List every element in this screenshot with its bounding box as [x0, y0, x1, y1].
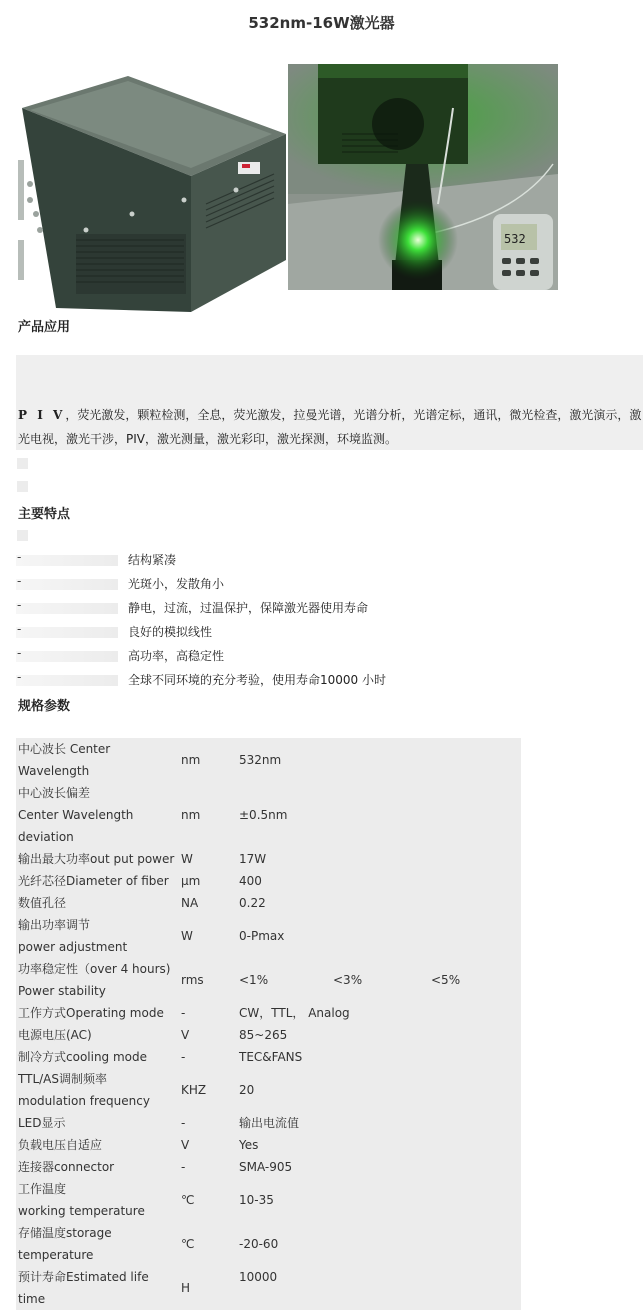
- table-row: [16, 1112, 521, 1134]
- spec-unit: nm: [181, 753, 201, 767]
- spec-name: 电源电压(AC): [18, 1028, 92, 1042]
- spec-unit: μm: [181, 874, 201, 888]
- section-title-specs: 规格参数: [18, 699, 71, 714]
- laser-box-photo: [16, 64, 286, 314]
- spec-unit: W: [181, 929, 193, 943]
- table-row: [16, 892, 521, 914]
- table-row: [16, 1134, 521, 1156]
- spec-value: SMA-905: [239, 1160, 293, 1174]
- spec-name: 光纤芯径Diameter of fiber: [18, 874, 169, 888]
- list-item: - 结构紧凑: [17, 550, 177, 567]
- list-item: - 高功率，高稳定性: [17, 646, 225, 663]
- page-title: 532nm-16W激光器: [248, 14, 395, 32]
- spec-unit: -: [181, 1006, 186, 1020]
- spacer-square: [17, 458, 28, 469]
- spec-name: 功率稳定性（over 4 hours) Power stability: [18, 962, 171, 998]
- spec-name: 预计寿命Estimated life time: [18, 1270, 149, 1306]
- spec-unit: -: [181, 1050, 186, 1064]
- table-row: [16, 782, 521, 848]
- spacer-square: [17, 530, 28, 541]
- list-item: - 良好的模拟线性: [17, 622, 213, 639]
- spec-value: Yes: [239, 1138, 259, 1152]
- spec-unit: W: [181, 852, 193, 866]
- spec-name: 输出功率调节 power adjustment: [18, 918, 128, 954]
- spec-name: 存储温度storage temperature: [18, 1226, 112, 1262]
- spec-unit: NA: [181, 896, 199, 910]
- table-row: [16, 1156, 521, 1178]
- spec-value: 0.22: [239, 896, 266, 910]
- spec-name: 制冷方式cooling mode: [18, 1050, 148, 1064]
- spec-value: 400: [239, 874, 262, 888]
- spec-value: 10-35: [239, 1193, 274, 1207]
- table-row: [16, 1266, 521, 1310]
- spec-name: 工作温度 working temperature: [18, 1182, 145, 1218]
- spec-name: 输出最大功率out put power: [18, 852, 175, 866]
- spec-value-2: <3%: [333, 973, 363, 987]
- spec-name: 中心波长偏差 Center Wavelength deviation: [18, 786, 134, 844]
- spec-unit: rms: [181, 973, 204, 987]
- table-row: [16, 1068, 521, 1112]
- spec-value: 10000: [239, 1270, 278, 1284]
- spec-name: LED显示: [18, 1116, 66, 1130]
- spec-unit: -: [181, 1116, 186, 1130]
- spec-value-3: <5%: [431, 973, 461, 987]
- spec-table: [16, 738, 521, 1310]
- spec-name: 连接器connector: [18, 1160, 115, 1174]
- list-item: - 静电，过流，过温保护，保障激光器使用寿命: [17, 598, 369, 615]
- section-title-application: 产品应用: [18, 320, 71, 335]
- spec-unit: -: [181, 1160, 186, 1174]
- section-title-features: 主要特点: [18, 507, 71, 522]
- table-row: [16, 1024, 521, 1046]
- feature-text: 全球不同环境的充分考验，使用寿命10000 小时: [128, 673, 386, 687]
- laser-demo-photo: [288, 64, 558, 290]
- feature-text: 光斑小，发散角小: [128, 577, 225, 591]
- feature-text: 静电，过流，过温保护，保障激光器使用寿命: [128, 601, 369, 615]
- spec-name: 工作方式Operating mode: [18, 1006, 164, 1020]
- table-row: [16, 1046, 521, 1068]
- spec-unit: ℃: [181, 1237, 195, 1251]
- table-row: [16, 1178, 521, 1222]
- spec-name: 中心波长 Center Wavelength: [18, 742, 111, 778]
- spec-name: 负载电压自适应: [18, 1138, 103, 1152]
- spec-unit: KHZ: [181, 1083, 207, 1097]
- table-row: [16, 738, 521, 782]
- application-lead: P I V: [18, 408, 66, 422]
- table-row: [16, 848, 521, 870]
- table-row: [16, 1222, 521, 1266]
- application-body: ，荧光激发，颗粒检测，全息，荧光激发，拉曼光谱，光谱分析，光谱定标，通讯，微光检查，激光演示，激光电视，激光干涉，PIV，激光测量，激光彩印，激光探测，环境监测。: [18, 408, 642, 446]
- table-row: [16, 914, 521, 958]
- feature-text: 良好的模拟线性: [128, 625, 213, 639]
- list-item: - 全球不同环境的充分考验，使用寿命10000 小时: [17, 670, 386, 687]
- spec-value: 85~265: [239, 1028, 288, 1042]
- spacer-square: [17, 481, 28, 492]
- meter-reading: 532: [504, 232, 526, 246]
- spec-name: TTL/AS调制频率 modulation frequency: [18, 1072, 150, 1108]
- spec-value: -20-60: [239, 1237, 279, 1251]
- list-item: - 光斑小，发散角小: [17, 574, 225, 591]
- spec-value: 17W: [239, 852, 267, 866]
- spec-unit: V: [181, 1028, 190, 1042]
- spec-value: TEC&FANS: [239, 1050, 303, 1064]
- spec-value: CW，TTL， Analog: [239, 1006, 350, 1020]
- application-text: [18, 403, 643, 451]
- table-row: [16, 1002, 521, 1024]
- spec-value: 20: [239, 1083, 255, 1097]
- feature-text: 高功率，高稳定性: [128, 649, 225, 663]
- table-row: [16, 870, 521, 892]
- spec-unit: ℃: [181, 1193, 195, 1207]
- spec-unit: V: [181, 1138, 190, 1152]
- feature-text: 结构紧凑: [128, 553, 177, 567]
- table-row: [16, 958, 521, 1002]
- spec-value: 532nm: [239, 753, 282, 767]
- spec-unit: nm: [181, 808, 201, 822]
- spec-value: <1%: [239, 973, 269, 987]
- spec-value: ±0.5nm: [239, 808, 288, 822]
- spec-value: 0-Pmax: [239, 929, 285, 943]
- spec-unit: H: [181, 1281, 191, 1295]
- spec-name: 数值孔径: [18, 896, 67, 910]
- spec-value: 输出电流值: [239, 1116, 300, 1130]
